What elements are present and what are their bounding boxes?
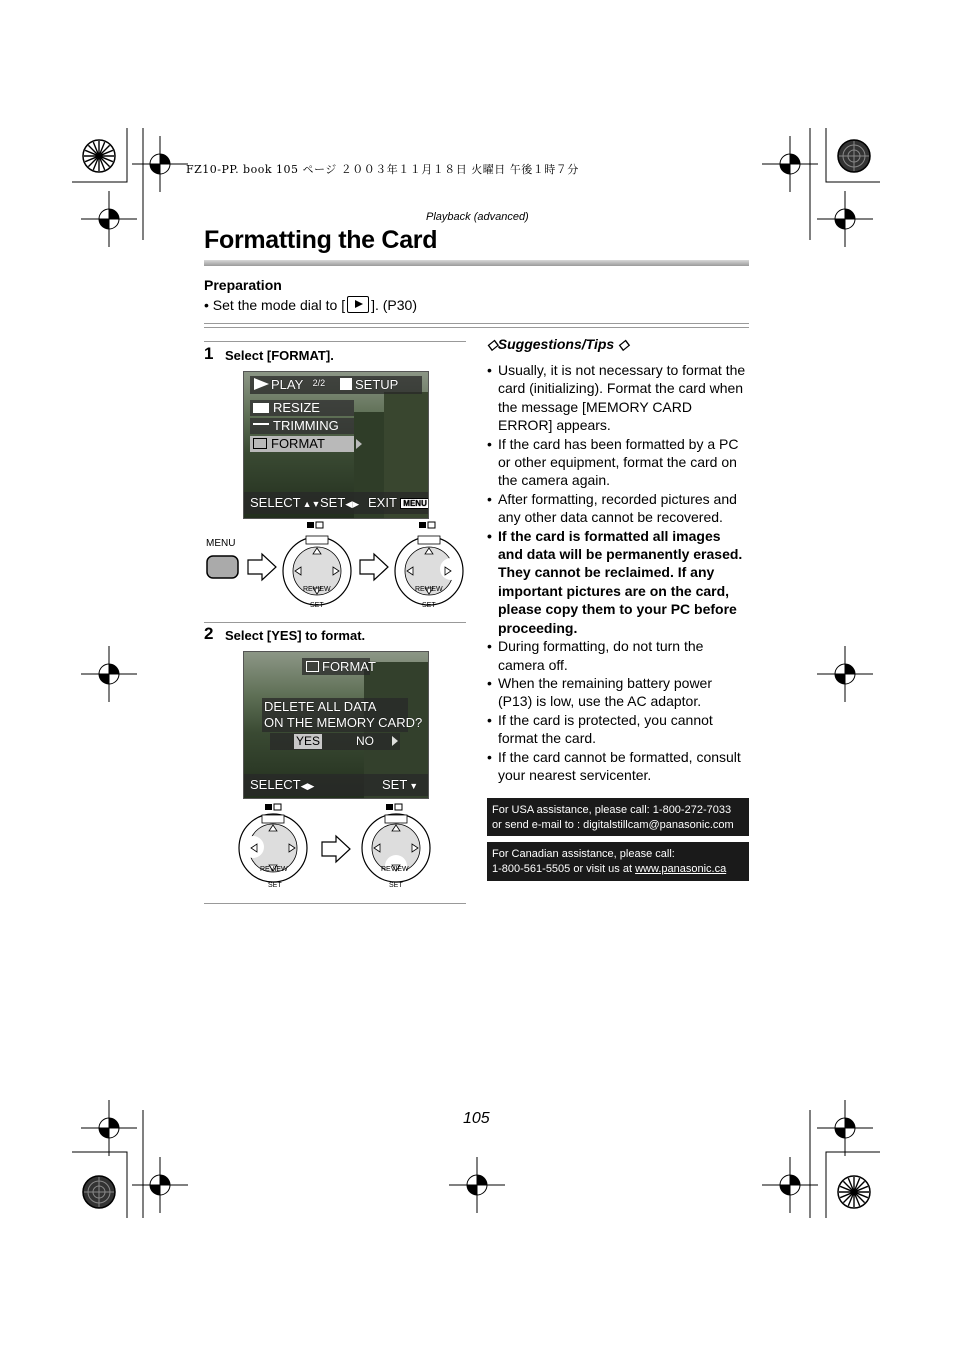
- leftright-arrow-icon: ◀▶: [345, 499, 360, 509]
- format-title: FORMAT: [306, 659, 376, 674]
- tips-title: ◇Suggestions/Tips ◇: [487, 336, 629, 352]
- usa-assistance-line1: For USA assistance, please call: 1-800-272-7033: [492, 804, 732, 816]
- step2-diagram: [230, 800, 440, 892]
- step2-text: Select [YES] to format.: [225, 628, 366, 643]
- preparation-heading: Preparation: [204, 277, 282, 293]
- leftright-arrow-icon: ◀▶: [300, 781, 315, 791]
- tip-item: • When the remaining battery power (P13) is low, use the AC adaptor.: [487, 674, 749, 711]
- title-rule: [204, 260, 749, 266]
- yes-option[interactable]: YES: [295, 734, 320, 748]
- resize-icon: [253, 403, 269, 413]
- dial-review-label: REVIEW: [303, 586, 331, 593]
- step2-number: 2: [204, 624, 214, 643]
- section-header: Playback (advanced): [426, 211, 529, 223]
- arrow-right-icon: [360, 554, 388, 580]
- choice-arrow-icon: [392, 736, 398, 746]
- menu-button: [207, 556, 238, 578]
- select-hint: SELECT ▲▼: [250, 495, 321, 510]
- canada-assistance-line2: 1-800-561-5505 or visit us at www.panasonic.ca: [492, 863, 727, 875]
- page-title: Formatting the Card: [204, 226, 438, 254]
- print-info: FZ10-PP. book 105 ページ ２００３年１１月１８日 火曜日 午後１時７分: [186, 163, 579, 176]
- trimming-icon: [253, 423, 269, 431]
- tip-item: • During formatting, do not turn the camera off.: [487, 637, 749, 674]
- menu-key-icon: MENU: [400, 498, 429, 509]
- play-icon: [254, 378, 269, 390]
- down-arrow-icon: ▼: [409, 781, 419, 791]
- usa-assistance-box: [487, 798, 749, 836]
- step1-diagram: [200, 518, 470, 613]
- divider: [204, 323, 749, 324]
- tip-item-warning: • If the card is formatted all images and data will be permanently erased. They cannot be reclaimed. If any important pictures are on the card, please copy them to your PC before proceeding.: [487, 527, 749, 637]
- setup-icon: [340, 378, 352, 390]
- updown-arrow-icon: ▲▼: [302, 499, 321, 509]
- set-hint: SET ▼: [382, 777, 419, 792]
- page-fraction: 2/2: [312, 378, 326, 388]
- dial-set-label: SET: [310, 602, 324, 609]
- tip-item: • If the card is protected, you cannot format the card.: [487, 711, 749, 748]
- dial-set-label: SET: [422, 602, 436, 609]
- tip-item: • If the card has been formatted by a PC or other equipment, format the card on the camera again.: [487, 435, 749, 490]
- dial-set-label: SET: [389, 882, 403, 889]
- preparation-item: [204, 296, 417, 313]
- step2-screen: [243, 651, 429, 799]
- step1-number: 1: [204, 344, 214, 363]
- menu-item-trimming[interactable]: TRIMMING: [250, 418, 354, 434]
- prep-text-prefix: • Set the mode dial to [: [204, 297, 346, 313]
- set-hint: SET◀▶: [320, 495, 360, 510]
- menu-item-format[interactable]: FORMAT: [250, 436, 354, 452]
- menu-button-label: MENU: [206, 538, 236, 549]
- dial-set-label: SET: [268, 882, 282, 889]
- tip-item: • Usually, it is not necessary to format the card (initializing). Format the card when the message [MEMORY CARD ERROR] appears.: [487, 361, 749, 435]
- choice-bar: [270, 733, 400, 750]
- step1-text: Select [FORMAT].: [225, 348, 334, 363]
- menu-item-resize[interactable]: RESIZE: [250, 400, 354, 416]
- step-divider: [204, 622, 466, 623]
- dial-review-label: REVIEW: [260, 866, 288, 873]
- question-line2: ON THE MEMORY CARD?: [264, 715, 423, 730]
- tab-setup: SETUP: [340, 377, 398, 392]
- prep-text-suffix: ]. (P30): [371, 297, 417, 313]
- submenu-arrow-icon: [356, 439, 362, 449]
- arrow-right-icon: [322, 836, 350, 862]
- exit-hint: EXIT MENU: [368, 495, 429, 510]
- step-divider: [204, 341, 466, 342]
- question-line1: DELETE ALL DATA: [264, 699, 377, 714]
- tip-item: • If the card cannot be formatted, consult your nearest servicenter.: [487, 748, 749, 785]
- dial-review-label: REVIEW: [415, 586, 443, 593]
- usa-assistance-line2: or send e-mail to : digitalstillcam@panasonic.com: [492, 819, 734, 831]
- select-hint: SELECT◀▶: [250, 777, 315, 792]
- page-number: 105: [463, 1110, 490, 1127]
- format-icon: [306, 661, 319, 672]
- tips-list: [487, 361, 749, 784]
- dial-review-label: REVIEW: [381, 866, 409, 873]
- canada-assistance-line1: For Canadian assistance, please call:: [492, 848, 675, 860]
- play-mode-icon: [347, 296, 369, 313]
- no-option[interactable]: NO: [356, 734, 374, 748]
- tab-play: PLAY $^{2/2}$: [254, 377, 325, 392]
- step-divider: [204, 903, 466, 904]
- tip-item: • After formatting, recorded pictures and any other data cannot be recovered.: [487, 490, 749, 527]
- divider: [204, 327, 749, 328]
- format-icon: [253, 438, 267, 449]
- panasonic-link[interactable]: www.panasonic.ca: [635, 863, 727, 875]
- step1-screen: [243, 371, 429, 519]
- canada-assistance-box: [487, 842, 749, 881]
- arrow-right-icon: [248, 554, 276, 580]
